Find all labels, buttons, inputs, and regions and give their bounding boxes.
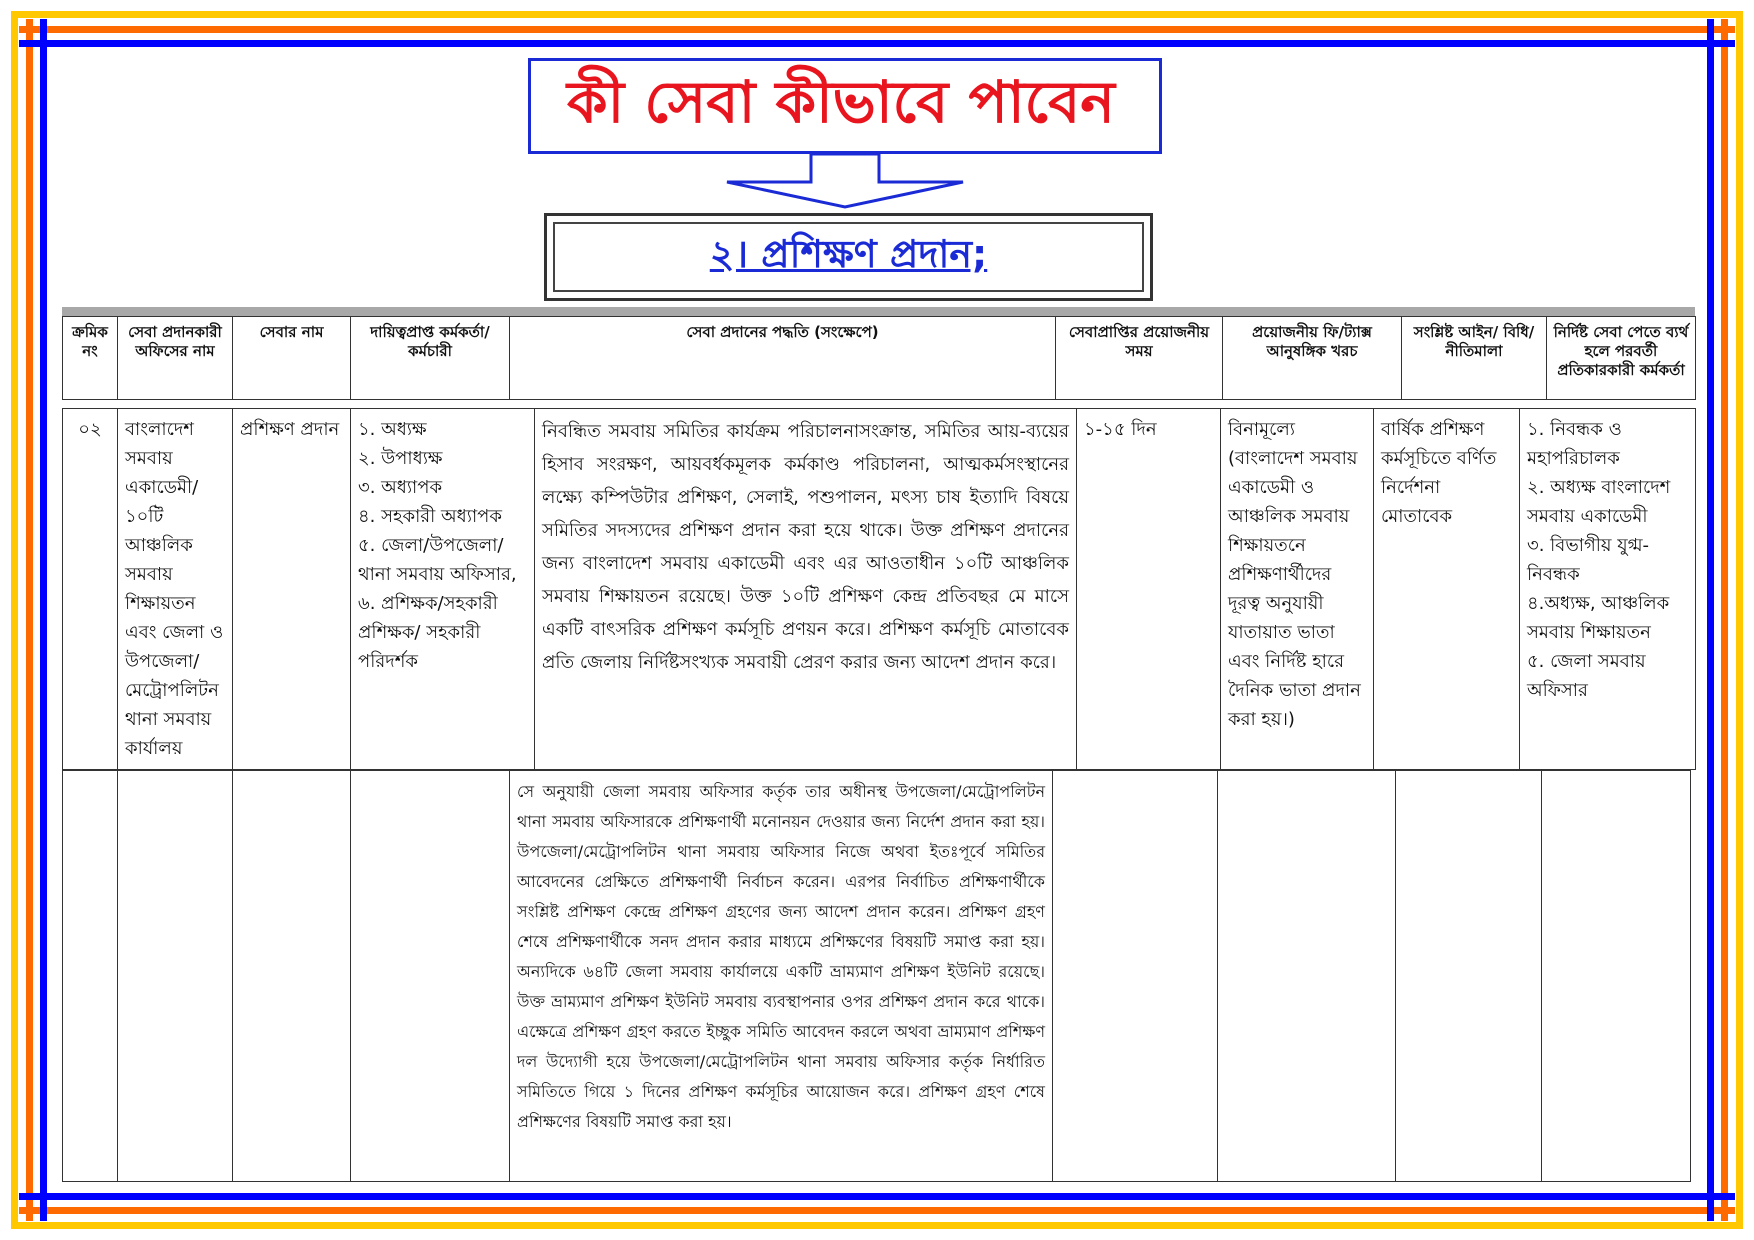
remedy-item: ১. নিবন্ধক ও মহাপরিচালক <box>1527 419 1622 469</box>
remedy-item: ৫. জেলা সমবায় অফিসার <box>1527 651 1646 701</box>
cell-officers <box>351 409 535 770</box>
header-bar <box>62 307 1695 316</box>
header-method: সেবা প্রদানের পদ্ধতি (সংক্ষেপে) <box>510 317 1056 400</box>
empty-cell <box>63 771 118 1182</box>
cell-time: ১-১৫ দিন <box>1077 409 1221 770</box>
header-serial: ক্রমিক নং <box>63 317 118 400</box>
header-fee: প্রয়োজনীয় ফি/ট্যাক্স আনুষঙ্গিক খরচ <box>1223 317 1402 400</box>
header-time: সেবাপ্রাপ্তির প্রয়োজনীয় সময় <box>1056 317 1223 400</box>
officer-item: ২. উপাধ্যক্ষ <box>358 448 443 469</box>
cell-office: বাংলাদেশ সমবায় একাডেমী/ ১০টি আঞ্চলিক সমবায় শিক্ষায়তন এবং জেলা ও উপজেলা/ মেট্রোপলিটন থানা সমবায় কার্যালয় <box>118 409 233 770</box>
page-title: কী সেবা কীভাবে পাবেন <box>528 58 1162 154</box>
empty-cell <box>233 771 351 1182</box>
cell-service: প্রশিক্ষণ প্রদান <box>233 409 351 770</box>
cell-remedy <box>1520 409 1696 770</box>
empty-cell <box>1542 771 1691 1182</box>
down-arrow-icon <box>725 152 965 210</box>
officer-item: ৪. সহকারী অধ্যাপক <box>358 506 502 527</box>
officer-item: ৬. প্রশিক্ষক/সহকারী প্রশিক্ষক/ সহকারী পরিদর্শক <box>358 593 498 672</box>
empty-cell <box>1218 771 1396 1182</box>
header-officer: দায়িত্বপ্রাপ্ত কর্মকর্তা/কর্মচারী <box>351 317 510 400</box>
officer-item: ৩. অধ্যাপক <box>358 477 443 498</box>
section-subtitle: ২। প্রশিক্ষণ প্রদান; <box>544 213 1153 301</box>
header-law: সংশ্লিষ্ট আইন/ বিধি/নীতিমালা <box>1402 317 1547 400</box>
cell-fee: বিনামূল্যে (বাংলাদেশ সমবায় একাডেমী ও আঞ্চলিক সমবায় শিক্ষায়তনে প্রশিক্ষণার্থীদের দূরত্ব অনুযায়ী যাতায়াত ভাতা এবং নির্দিষ্ট হারে দৈনিক ভাতা প্রদান করা হয়।) <box>1221 409 1374 770</box>
officer-item: ৫. জেলা/উপজেলা/ থানা সমবায় অফিসার, <box>358 535 517 585</box>
officer-item: ১. অধ্যক্ষ <box>358 419 427 440</box>
empty-cell <box>351 771 510 1182</box>
remedy-item: ৩. বিভাগীয় যুগ্ম-নিবন্ধক <box>1527 535 1650 585</box>
empty-cell <box>1396 771 1542 1182</box>
continuation-row-table <box>62 770 1691 1182</box>
cell-serial: ০২ <box>63 409 118 770</box>
header-service: সেবার নাম <box>233 317 351 400</box>
remedy-item: ৪.অধ্যক্ষ, আঞ্চলিক সমবায় শিক্ষায়তন <box>1527 593 1670 643</box>
remedy-item: ২. অধ্যক্ষ বাংলাদেশ সমবায় একাডেমী <box>1527 477 1671 527</box>
empty-cell <box>1053 771 1218 1182</box>
cell-method: নিবন্ধিত সমবায় সমিতির কার্যক্রম পরিচালনাসংক্রান্ত, সমিতির আয়-ব্যয়ের হিসাব সংরক্ষণ, আয়বর্ধকমূলক কর্মকাণ্ড পরিচালনা, আত্মকর্মসংস্থানের লক্ষ্যে কম্পিউটার প্রশিক্ষণ, সেলাই, পশুপালন, মৎস্য চাষ ইত্যাদি বিষয়ে সমিতির সদস্যদের প্রশিক্ষণ প্রদান করা হয়ে থাকে। উক্ত প্রশিক্ষণ প্রদানের জন্য বাংলাদেশ সমবায় একাডেমী এবং এর আওতাধীন ১০টি আঞ্চলিক সমবায় শিক্ষায়তন রয়েছে। উক্ত ১০টি প্রশিক্ষণ কেন্দ্র প্রতিবছর মে মাসে একটি বাৎসরিক প্রশিক্ষণ কর্মসূচি প্রণয়ন করে। প্রশিক্ষণ কর্মসূচি মোতাবেক প্রতি জেলায় নির্দিষ্টসংখ্যক সমবায়ী প্রেরণ করার জন্য আদেশ প্রদান করে। <box>535 409 1077 770</box>
cell-law: বার্ষিক প্রশিক্ষণ কর্মসূচিতে বর্ণিত নির্দেশনা মোতাবেক <box>1374 409 1520 770</box>
service-row-table <box>62 408 1696 770</box>
cell-method-continued: সে অনুযায়ী জেলা সমবায় অফিসার কর্তৃক তার অধীনস্থ উপজেলা/মেট্রোপলিটন থানা সমবায় অফিসারকে প্রশিক্ষণার্থী মনোনয়ন দেওয়ার জন্য নির্দেশ প্রদান করা হয়। উপজেলা/মেট্রোপলিটন থানা সমবায় অফিসার নিজে অথবা ইতঃপূর্বে সমিতির আবেদনের প্রেক্ষিতে প্রশিক্ষণার্থী নির্বাচন করেন। এরপর নির্বাচিত প্রশিক্ষণার্থীকে সংশ্লিষ্ট প্রশিক্ষণ কেন্দ্রে প্রশিক্ষণ গ্রহণের জন্য আদেশ প্রদান করেন। প্রশিক্ষণ গ্রহণ শেষে প্রশিক্ষণার্থীকে সনদ প্রদান করার মাধ্যমে প্রশিক্ষণের বিষয়টি সমাপ্ত করা হয়। অন্যদিকে ৬৪টি জেলা সমবায় কার্যালয়ে একটি ভ্রাম্যমাণ প্রশিক্ষণ ইউনিট রয়েছে। উক্ত ভ্রাম্যমাণ প্রশিক্ষণ ইউনিট সমবায় ব্যবস্থাপনার ওপর প্রশিক্ষণ প্রদান করে থাকে। এক্ষেত্রে প্রশিক্ষণ গ্রহণ করতে ইচ্ছুক সমিতি আবেদন করলে অথবা ভ্রাম্যমাণ প্রশিক্ষণ দল উদ্যোগী হয়ে উপজেলা/মেট্রোপলিটন থানা সমবায় অফিসার কর্তৃক নির্ধারিত সমিতিতে গিয়ে ১ দিনের প্রশিক্ষণ কর্মসূচির আয়োজন করে। প্রশিক্ষণ গ্রহণ শেষে প্রশিক্ষণের বিষয়টি সমাপ্ত করা হয়। <box>510 771 1053 1182</box>
header-remedy: নির্দিষ্ট সেবা পেতে ব্যর্থ হলে পরবর্তী প্রতিকারকারী কর্মকর্তা <box>1547 317 1696 400</box>
header-office: সেবা প্রদানকারী অফিসের নাম <box>118 317 233 400</box>
header-row-table <box>62 316 1696 400</box>
empty-cell <box>118 771 233 1182</box>
